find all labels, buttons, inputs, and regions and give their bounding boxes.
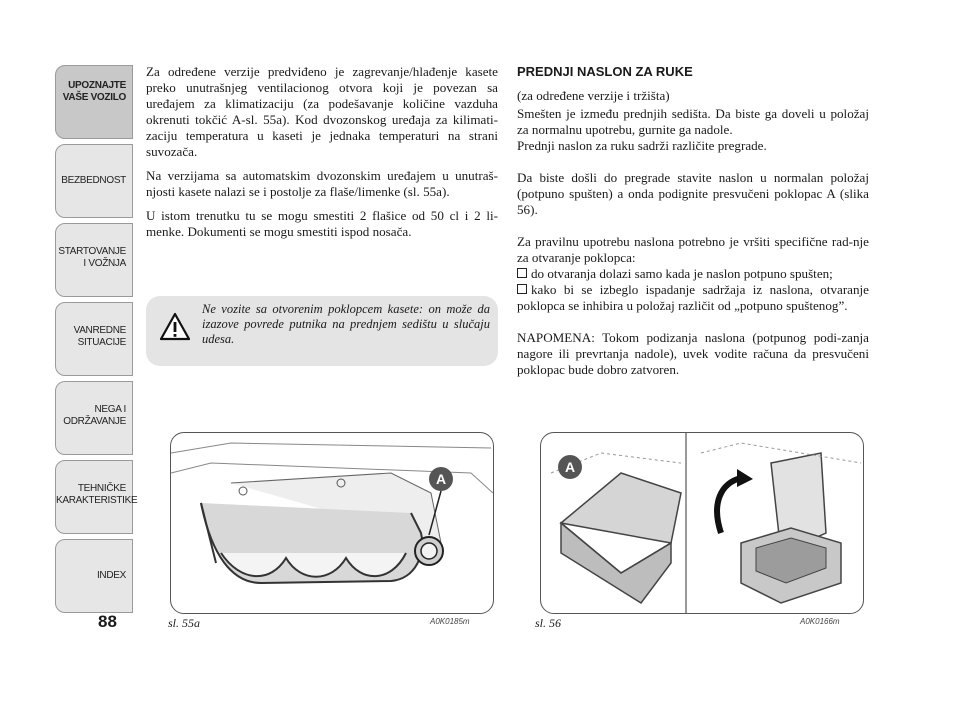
paragraph: Smešten je između prednjih sedišta. Da biste ga doveli u položaj za normalnu upotrebu, gurnite ga nadole.	[517, 106, 869, 137]
tab-label-line1: TEHNIČKE	[77, 483, 126, 494]
figure-caption: sl. 56	[535, 616, 562, 630]
paragraph: Za pravilnu upotrebu naslona potrebno je vršiti specifične rad-nje za otvaranje poklopca:	[517, 234, 869, 265]
armrest-illustration	[541, 433, 863, 613]
list-item	[517, 266, 869, 282]
paragraph: Da biste došli do pregrade stavite naslon u normalan položaj (potpuno spušten) a onda podignite presvučeni poklopac A (slika 56).	[517, 170, 869, 217]
figure-caption: sl. 55a	[168, 616, 201, 630]
note-paragraph: NAPOMENA: Tokom podizanja naslona (potpunog podi-zanja nagore ili prevrtanja nadole), uvek vodite računa da presvučeni poklopac bude dobro zatvoren.	[517, 330, 869, 377]
paragraph: Na verzijama sa automatskim dvozonskim uređajem u unutraš-njosti kasete nalazi se i postolje za flaše/limenke (sl. 55a).	[146, 168, 498, 199]
figure-code: A0K0166m	[800, 617, 840, 626]
paragraph: U istom trenutku tu se mogu smestiti 2 flašice od 50 cl i 2 li-menke. Dokumenti se mogu smestiti ispod nosača.	[146, 208, 498, 239]
tab-label-line1: STARTOVANJE	[58, 246, 126, 257]
tab-startovanje-i-voznja[interactable]	[55, 223, 133, 297]
list-item-text: do otvaranja dolazi samo kada je naslon potpuno spušten;	[531, 266, 833, 281]
tab-label-line2: SITUACIJE	[77, 337, 126, 348]
tab-tehnicke-karakteristike[interactable]	[55, 460, 138, 534]
figure-code: A0K0185m	[430, 617, 470, 626]
tab-label-line1: VANREDNE	[73, 325, 126, 336]
tab-label-line1: UPOZNAJTE	[68, 80, 126, 91]
warning-box	[146, 296, 498, 366]
page-number: 88	[98, 612, 117, 631]
tab-label-line1: NEGA I	[94, 404, 126, 415]
glovebox-illustration	[171, 433, 493, 613]
section-heading: PREDNJI NASLON ZA RUKE	[517, 64, 693, 79]
tab-label-line2: ODRŽAVANJE	[63, 416, 126, 427]
paragraph: Za određene verzije predviđeno je zagrevanje/hlađenje kasete preko unutrašnjeg ventilacionog otvora koji je povezan sa uređajem za klimatizaciju (za podešavanje količine vazduha okrenuti tokčić A-sl. 55a). Kod dvozonskog uređaja za kilimati-zaciju temperatura u kaseti je jednaka temperaturi na strani suvozača.	[146, 64, 498, 159]
tab-label-line2: I VOŽNJA	[83, 258, 126, 269]
tab-index[interactable]	[55, 539, 133, 613]
left-column	[146, 64, 498, 248]
tab-label-line2: VAŠE VOZILO	[62, 92, 126, 103]
tab-label-line1: BEZBEDNOST	[61, 175, 126, 186]
marker-a-label: A	[564, 459, 576, 475]
list-item-text: kako bi se izbeglo ispadanje sadržaja iz naslona, otvaranje poklopca se inhibira u položaj različit od „potpuno spuštenog”.	[517, 282, 869, 313]
figure-armrest	[540, 432, 864, 614]
paragraph: Prednji naslon za ruku sadrži različite pregrade.	[517, 138, 767, 153]
marker-a-label: A	[435, 471, 447, 487]
tab-bezbednost[interactable]	[55, 144, 133, 218]
tab-nega-i-odrzavanje[interactable]	[55, 381, 133, 455]
figure-glovebox	[170, 432, 494, 614]
tab-label-line1: INDEX	[96, 570, 126, 581]
section-subheading: (za određene verzije i tržišta)	[517, 88, 670, 103]
right-column	[517, 64, 869, 386]
list-item	[517, 282, 869, 314]
checkbox-bullet-icon	[517, 284, 527, 294]
tab-upoznajte-vase-vozilo[interactable]	[55, 65, 133, 139]
tab-vanredne-situacije[interactable]	[55, 302, 133, 376]
warning-text: Ne vozite sa otvorenim poklopcem kasete: on može da izazove povrede putnika na prednjem sedištu u slučaju udesa.	[202, 302, 490, 346]
checkbox-bullet-icon	[517, 268, 527, 278]
tab-label-line2: KARAKTERISTIKE	[56, 495, 138, 506]
warning-triangle-icon	[160, 312, 190, 342]
